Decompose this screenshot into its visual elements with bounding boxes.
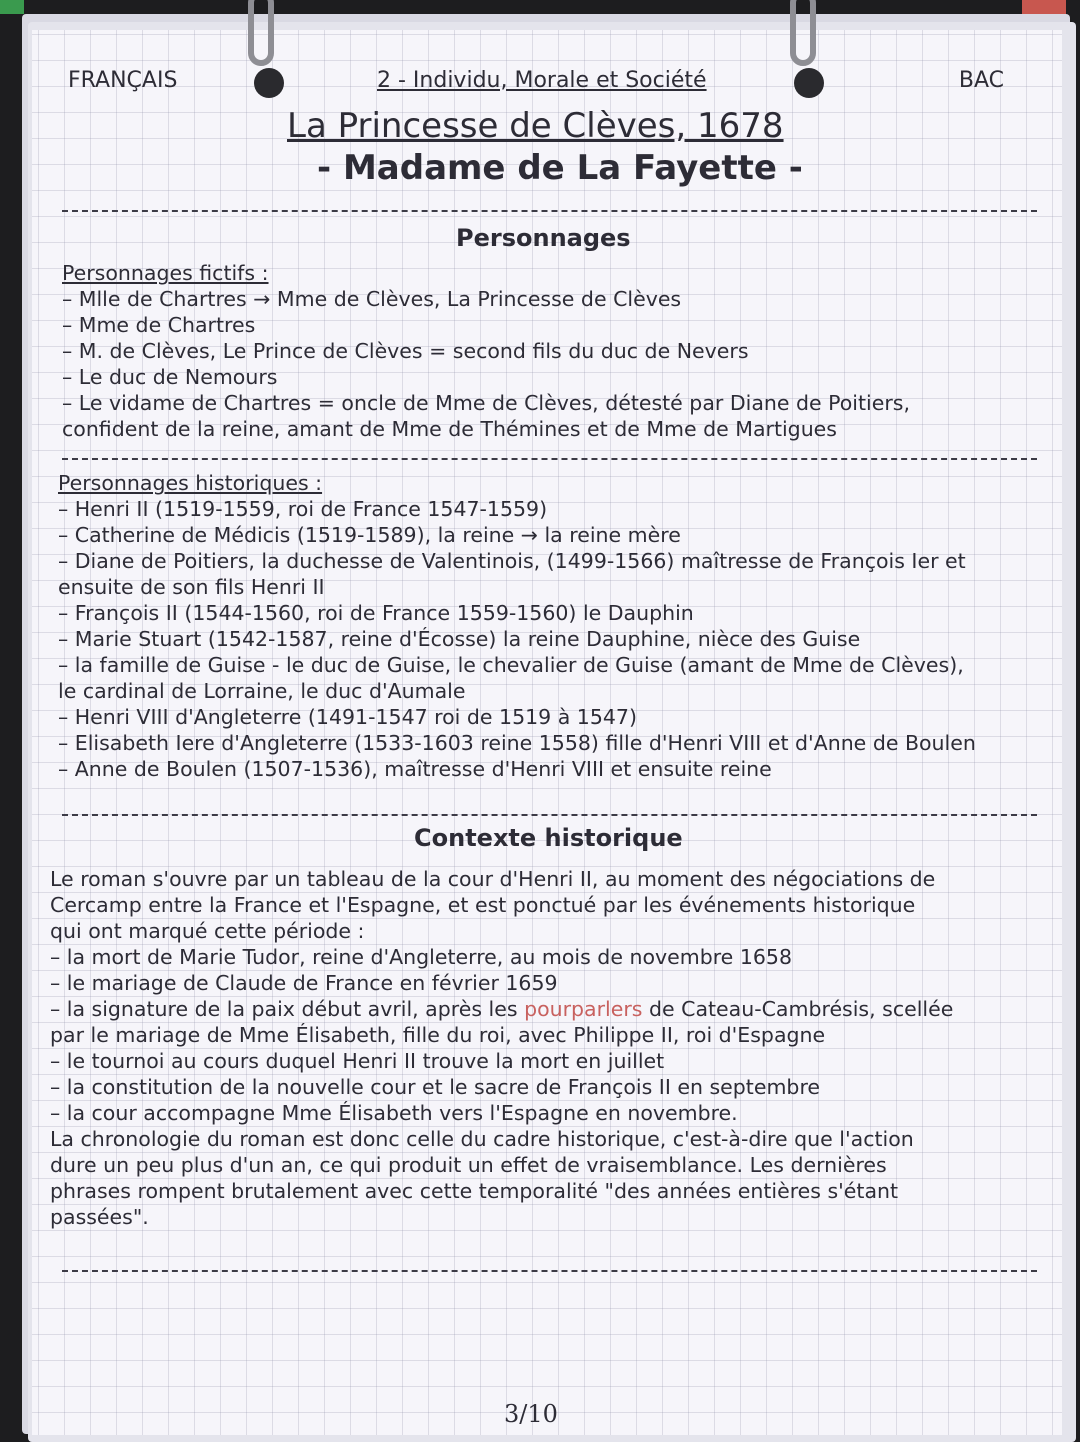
list-item: – le tournoi au cours duquel Henri II trouve la mort en juillet <box>50 1049 665 1073</box>
list-item: – la constitution de la nouvelle cour et le sacre de François II en septembre <box>50 1075 821 1099</box>
list-item: – M. de Clèves, Le Prince de Clèves = second fils du duc de Nevers <box>62 339 749 363</box>
paix-text-end: de Cateau-Cambrésis, scellée <box>642 997 954 1021</box>
divider <box>62 1270 1037 1272</box>
list-item: – Mlle de Chartres → Mme de Clèves, La Princesse de Clèves <box>62 287 682 311</box>
list-item: – le mariage de Claude de France en février 1659 <box>50 971 558 995</box>
paragraph-line: phrases rompent brutalement avec cette temporalité "des années entières s'étant <box>50 1179 899 1203</box>
theme-label: 2 - Individu, Morale et Société <box>377 68 707 93</box>
punch-hole-left <box>254 68 284 98</box>
list-item: – Anne de Boulen (1507-1536), maîtresse d'Henri VIII et ensuite reine <box>58 757 772 781</box>
list-item: – Henri VIII d'Angleterre (1491-1547 roi de 1519 à 1547) <box>58 705 637 729</box>
list-item: – Elisabeth Iere d'Angleterre (1533-1603 reine 1558) fille d'Henri VIII et d'Anne de Boulen <box>58 731 976 755</box>
level-label: BAC <box>958 68 1004 93</box>
list-item: – Marie Stuart (1542-1587, reine d'Écosse) la reine Dauphine, nièce des Guise <box>58 627 861 651</box>
paragraph-line: qui ont marqué cette période : <box>50 919 365 943</box>
historical-label: Personnages historiques : <box>58 471 323 495</box>
historical-characters-block <box>58 470 976 782</box>
highlighted-word: pourparlers <box>524 997 643 1021</box>
divider <box>62 458 1037 460</box>
list-item: – Diane de Poitiers, la duchesse de Valentinois, (1499-1566) maîtresse de François Ier et <box>58 549 966 573</box>
paragraph-line: passées". <box>50 1205 149 1229</box>
paragraph-line: La chronologie du roman est donc celle du cadre historique, c'est-à-dire que l'action <box>50 1127 914 1151</box>
list-item: – Catherine de Médicis (1519-1589), la reine → la reine mère <box>58 523 681 547</box>
list-item: – la mort de Marie Tudor, reine d'Angleterre, au mois de novembre 1658 <box>50 945 792 969</box>
list-item: le cardinal de Lorraine, le duc d'Aumale <box>58 679 466 703</box>
page-number: 3/10 <box>504 1400 558 1428</box>
personnages-heading: Personnages <box>456 224 631 252</box>
list-item: – Henri II (1519-1559, roi de France 1547-1559) <box>58 497 548 521</box>
list-item: – la cour accompagne Mme Élisabeth vers l'Espagne en novembre. <box>50 1101 738 1125</box>
divider <box>62 210 1037 212</box>
contexte-heading: Contexte historique <box>414 824 683 852</box>
paragraph-line: Le roman s'ouvre par un tableau de la cour d'Henri II, au moment des négociations de <box>50 867 936 891</box>
divider <box>62 814 1037 816</box>
list-item: – François II (1544-1560, roi de France 1559-1560) le Dauphin <box>58 601 694 625</box>
list-item <box>50 996 953 1022</box>
subject-label: FRANÇAIS <box>68 68 178 93</box>
list-item: – la famille de Guise - le duc de Guise, le chevalier de Guise (amant de Mme de Clèves), <box>58 653 964 677</box>
list-item: ensuite de son fils Henri II <box>58 575 325 599</box>
list-item: – Mme de Chartres <box>62 313 256 337</box>
book-title: La Princesse de Clèves, 1678 <box>287 106 784 146</box>
paix-text-start: – la signature de la paix début avril, après les <box>50 997 525 1021</box>
list-item: par le mariage de Mme Élisabeth, fille du roi, avec Philippe II, roi d'Espagne <box>50 1023 826 1047</box>
notebook-page <box>32 30 1062 1435</box>
paragraph-line: dure un peu plus d'un an, ce qui produit un effet de vraisemblance. Les dernières <box>50 1153 887 1177</box>
binder-ring-left <box>248 0 274 66</box>
list-item: – Le duc de Nemours <box>62 365 278 389</box>
fictional-characters-block <box>62 260 910 442</box>
author-title: - Madame de La Fayette - <box>317 148 803 188</box>
binder-ring-right <box>790 0 816 66</box>
fictional-label: Personnages fictifs : <box>62 261 269 285</box>
background-binder-edge <box>0 0 24 14</box>
list-item: – Le vidame de Chartres = oncle de Mme de Clèves, détesté par Diane de Poitiers, <box>62 391 910 415</box>
punch-hole-right <box>794 68 824 98</box>
list-item: confident de la reine, amant de Mme de Thémines et de Mme de Martigues <box>62 417 837 441</box>
paragraph-line: Cercamp entre la France et l'Espagne, et est ponctué par les événements historique <box>50 893 916 917</box>
historical-context-block <box>50 866 953 1230</box>
